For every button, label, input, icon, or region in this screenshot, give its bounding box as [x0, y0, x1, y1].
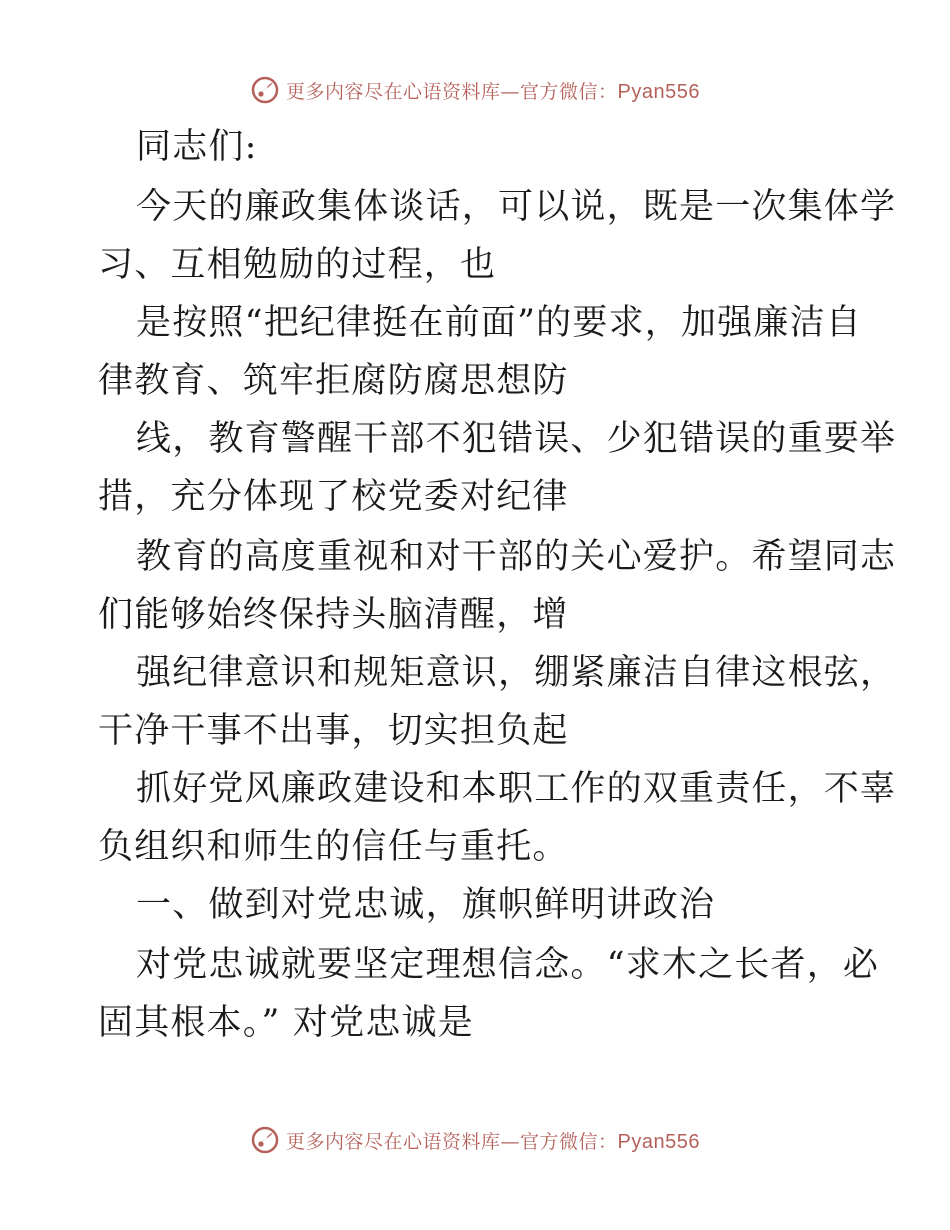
header-watermark: [0, 70, 950, 110]
watermark-text: 更多内容尽在心语资料库—官方微信：Pyan556: [286, 1130, 700, 1153]
paragraph-line: 固其根本。” 对党忠诚是: [98, 1003, 474, 1043]
paragraph-line: 措，充分体现了校党委对纪律: [98, 477, 569, 517]
paragraph-line: 线，教育警醒干部不犯错误、少犯错误的重要举: [136, 419, 897, 459]
paragraph-line: 律教育、筑牢拒腐防腐思想防: [98, 361, 569, 401]
paragraph-line: 对党忠诚就要坚定理想信念。“求木之长者，必: [136, 945, 880, 985]
footer-watermark: [0, 1120, 950, 1160]
paragraph-line: 今天的廉政集体谈话，可以说，既是一次集体学: [136, 187, 897, 227]
quill-logo-icon: [250, 1125, 280, 1155]
quill-logo-icon: [250, 75, 280, 105]
section-heading: 一、做到对党忠诚，旗帜鲜明讲政治: [136, 885, 716, 925]
paragraph-line: 习、互相勉励的过程，也: [98, 245, 497, 285]
paragraph-line: 教育的高度重视和对干部的关心爱护。希望同志: [136, 537, 897, 577]
salutation: 同志们:: [136, 127, 258, 167]
paragraph-line: 是按照“把纪律挺在前面”的要求，加强廉洁自: [136, 303, 862, 343]
paragraph-line: 干净干事不出事，切实担负起: [98, 711, 569, 751]
paragraph-line: 们能够始终保持头脑清醒，增: [98, 595, 569, 635]
paragraph-line: 负组织和师生的信任与重托。: [98, 827, 569, 867]
paragraph-line: 强纪律意识和规矩意识，绷紧廉洁自律这根弦，: [136, 653, 897, 693]
paragraph-line: 抓好党风廉政建设和本职工作的双重责任，不辜: [136, 769, 897, 809]
watermark-text: 更多内容尽在心语资料库—官方微信：Pyan556: [286, 80, 700, 103]
